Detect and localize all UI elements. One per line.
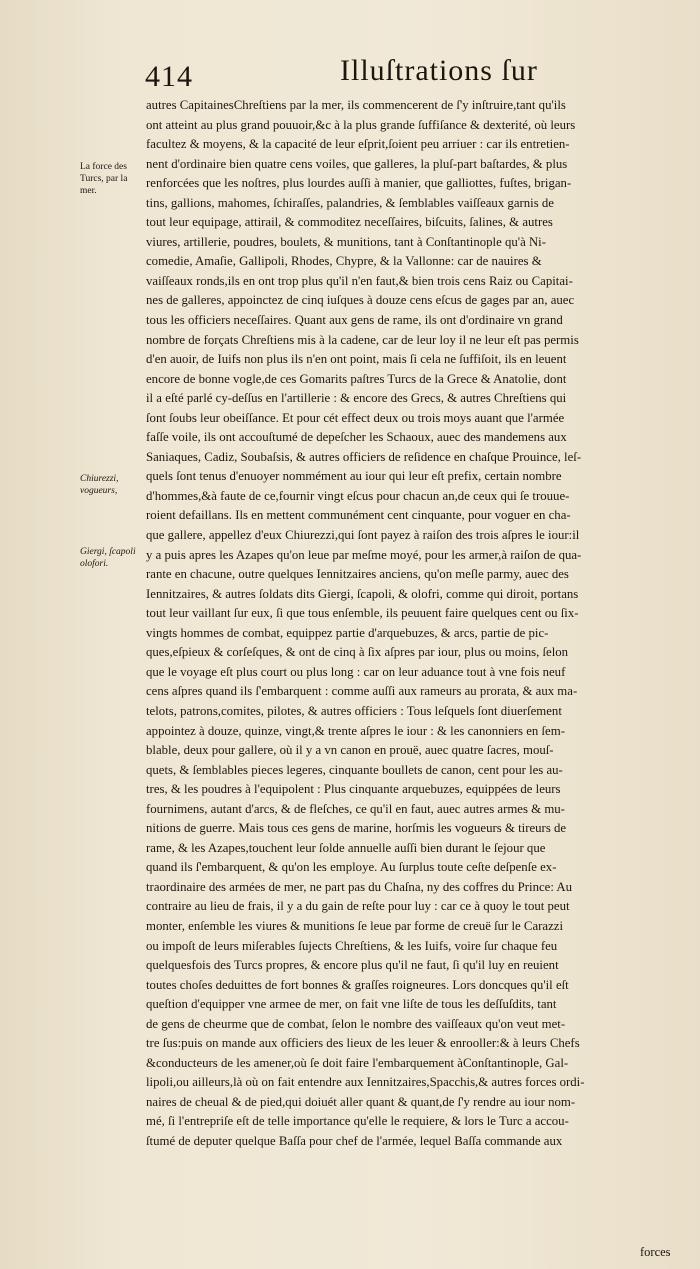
page-number: 414 bbox=[145, 60, 193, 93]
text-line: tout leur equipage, attirail, & commoditez neceſſaires, biſcuits, ſalines, & autres bbox=[146, 215, 553, 230]
text-line: mé, ſi l'entrepriſe eſt de telle importance qu'elle le requiere, & lors le Turc a accou- bbox=[146, 1114, 569, 1129]
text-line: nes de galleres, appoinctez de cinq iuſques à douze cens eſcus de gages par an, auec bbox=[146, 293, 575, 308]
text-line: renforcées que les noſtres, plus lourdes auſſi à manier, que galliottes, fuſtes, brigan- bbox=[146, 176, 572, 191]
text-line: vaiſſeaux ronds,ils en ont trop plus qu'il n'en faut,& bien trois cens Raiz ou Capitai- bbox=[146, 273, 573, 288]
page-header bbox=[0, 52, 700, 96]
margin-note-force-des-turcs: La force des Turcs, par la mer. bbox=[80, 162, 128, 196]
text-line: tout leur vaillant ſur eux, ſi que tous enſemble, ils peuuent faire quelques cent ou ſix- bbox=[146, 606, 579, 621]
text-line: quelquesfois des Turcs propres, & encore plus qu'il ne faut, ſi qu'il luy en reuient bbox=[146, 958, 559, 973]
text-line: tous les officiers neceſſaires. Quant aux gens de rame, ils ont d'ordinaire vn grand bbox=[146, 313, 563, 328]
text-line: contraire au lieu de frais, il y a du gain de reſte pour luy : car ce à quoy le tout peut bbox=[146, 899, 570, 914]
text-line: quels ſont tenus d'enuoyer nommément au iour qui leur eſt prefix, certain nombre bbox=[146, 469, 562, 484]
text-line: Saniaques, Cadiz, Soubaſsis, & autres officiers de reſidence en chaſque Prouince, leſ- bbox=[146, 449, 582, 464]
text-line: facultez & moyens, & la capacité de leur eſprit,ſoient peu arriuer : car ils entretien- bbox=[146, 137, 570, 152]
text-line: Iennitzaires, & autres ſoldats dits Giergi, ſcapoli, & olofri, comme qui diroit, portans bbox=[146, 586, 579, 601]
text-line: toutes choſes deduittes de fort bonnes & graſſes roigneures. Lors doncques qu'il eſt bbox=[146, 977, 569, 992]
text-line: nombre de forçats Chreſtiens mis à la cadene, car de leur loy il ne leur eſt pas permis bbox=[146, 332, 579, 347]
text-line: blable, deux pour gallere, où il y a vn canon en prouë, auec quatre ſacres, mouſ- bbox=[146, 743, 554, 758]
text-line: ſont ſoubs leur obeiſſance. Et pour cét effect deux ou trois moys auant que l'armée bbox=[146, 410, 565, 425]
text-line: telots, patrons,comites, pilotes, & autres officiers : Tous leſquels ſont diuerſement bbox=[146, 703, 562, 718]
text-line: tres, & les poudres à l'equipolent : Plus cinquante arquebuzes, equippées de leurs bbox=[146, 782, 561, 797]
text-line: rame, & les Azapes,touchent leur ſolde annuelle auſſi bien durant le ſejour que bbox=[146, 840, 546, 855]
text-line: ſtumé de deputer quelque Baſſa pour chef de l'armée, lequel Baſſa commande aux bbox=[146, 1133, 563, 1148]
text-line: roient defaillans. Ils en mettent communément cent cinquante, pour voguer en cha- bbox=[146, 508, 571, 523]
text-line: quets, & ſemblables pieces legeres, cinquante boullets de canon, cent pour les au- bbox=[146, 762, 563, 777]
text-line: monter, enſemble les viures & munitions ſe leue par forme de creuë ſur le Carazzi bbox=[146, 918, 564, 933]
text-line: encore de bonne vogle,de ces Gomarits paſtres Turcs de la Grece & Anatolie, dont bbox=[146, 371, 567, 386]
text-line: d'hommes,&à faute de ce,fournir vingt eſcus pour chacun an,de ceux qui ſe trouue- bbox=[146, 488, 570, 503]
text-line: appointez à douze, quinze, vingt,& trente aſpres le iour : & les canonniers en ſem- bbox=[146, 723, 565, 738]
text-line: faſſe voile, ils ont accouſtumé de depeſcher les Schaoux, auec des mandemens aux bbox=[146, 430, 567, 445]
text-line: viures, artillerie, poudres, boulets, & munitions, tant à Conſtantinople qu'à Ni- bbox=[146, 234, 547, 249]
text-line: fournimens, autant d'arcs, & de fleſches, ce qu'il en faut, auec autres armes & mu- bbox=[146, 801, 565, 816]
text-line: ont atteint au plus grand pouuoir,&c à la plus grande ſuffiſance & dexterité, où leurs bbox=[146, 117, 576, 132]
text-line: ou impoſt de leurs miſerables ſujects Chreſtiens, & les Iuifs, voire ſur chaque feu bbox=[146, 938, 558, 953]
text-line: d'en auoir, de Iuifs non plus ils n'en ont point, mais ſi cela ne ſuffiſoit, ils en leuent bbox=[146, 352, 567, 367]
text-line: quand ils ſ'embarquent, & qu'on les employe. Au ſurplus toute ceſte deſpenſe ex- bbox=[146, 860, 557, 875]
text-line: nitions de guerre. Mais tous ces gens de marine, horſmis les vogueurs & tireurs de bbox=[146, 821, 567, 836]
text-line: ques,eſpieux & corſeſques, & ont de cinq à ſix aſpres par iour, plus ou moins, ſelon bbox=[146, 645, 569, 660]
text-line: queſtion d'equipper vne armee de mer, on fait vne liſte de tous les deſſuſdits, tant bbox=[146, 997, 557, 1012]
text-line: tins, gallions, mahomes, ſchiraſſes, palandries, & ſemblables vaiſſeaux garnis de bbox=[146, 195, 554, 210]
text-line: &conducteurs de les amener,où ſe doit faire l'embarquement àConſtantinople, Gal- bbox=[146, 1055, 569, 1070]
text-line: cens aſpres quand ils ſ'embarquent : comme auſſi aux rameurs au prorata, & aux ma- bbox=[146, 684, 578, 699]
text-line: y a puis apres les Azapes qu'on leue par meſme moyé, pour les armer,à raiſon de qua- bbox=[146, 547, 582, 562]
text-line: de gens de cheurme que de combat, ſelon le nombre des vaiſſeaux qu'on veut met- bbox=[146, 1016, 566, 1031]
text-line: traordinaire des armées de mer, ne part pas du Chaſna, ny des coffres du Prince: Au bbox=[146, 879, 573, 894]
text-line: nent d'ordinaire bien quatre cens voiles, que galleres, la pluſ-part baſtardes, & plus bbox=[146, 156, 568, 171]
text-line: autres CapitainesChreſtiens par la mer, ils commencerent de ſ'y inſtruire,tant qu'ils bbox=[146, 98, 566, 112]
text-line: lipoli,ou ailleurs,là où on fait entendre aux Iennitzaires,Spacchis,& autres forces ordi- bbox=[146, 1075, 585, 1090]
text-line: comedie, Amaſie, Gallipoli, Rhodes, Chypre, & la Vallonne: car de nauires & bbox=[146, 254, 542, 269]
text-line: rante en chacune, outre quelques Iennitzaires anciens, qu'on meſle parmy, auec des bbox=[146, 567, 569, 582]
text-line: que gallere, appellez d'eux Chiurezzi,qui ſont payez à raiſon des trois aſpres le iour:il bbox=[146, 528, 580, 543]
text-line: il a eſté parlé cy-deſſus en l'artillerie : & encore des Grecs, & autres Chreſtiens qui bbox=[146, 391, 567, 406]
margin-note-giergi: Giergi, ſcapoli olofori. bbox=[80, 547, 136, 569]
text-line: tre ſus:puis on mande aux officiers des lieux de les leuer & enrooller:& à leurs Chefs bbox=[146, 1036, 580, 1051]
running-head: Illuſtrations ſur bbox=[340, 54, 538, 87]
text-line: naires de cheual & de pied,qui doiuét aller quant & quant,de ſ'y rendre au iour nom- bbox=[146, 1094, 576, 1109]
text-line: que le voyage eſt plus court ou plus long : car on leur aduance tout à vne fois neuf bbox=[146, 664, 566, 679]
text-line: vingts hommes de combat, equippez partie d'arquebuzes, & arcs, partie de pic- bbox=[146, 625, 549, 640]
margin-note-chiurezzi: Chiurezzi, vogueurs, bbox=[80, 474, 119, 496]
catchword: forces bbox=[640, 1245, 671, 1259]
body-text bbox=[146, 96, 680, 1152]
